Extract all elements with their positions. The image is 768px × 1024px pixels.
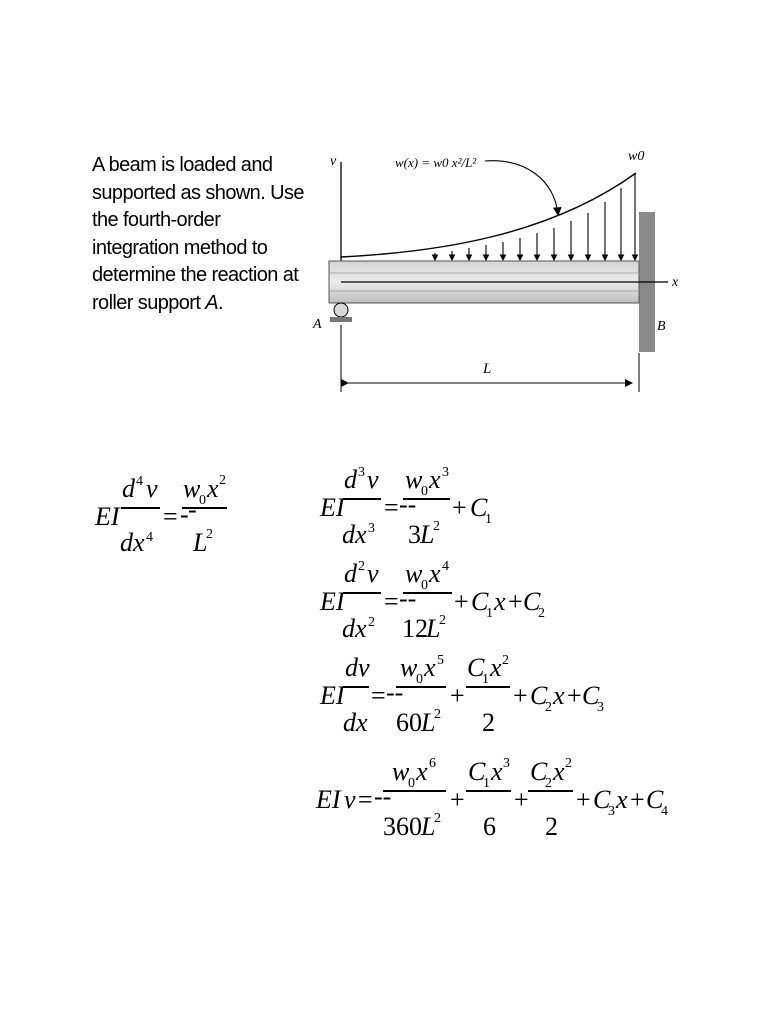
svg-text:C: C	[471, 587, 489, 616]
svg-text:+: +	[576, 785, 591, 814]
svg-text:2: 2	[502, 653, 509, 668]
svg-text:3: 3	[503, 756, 510, 771]
svg-text:x: x	[553, 681, 565, 710]
svg-text:x: x	[490, 653, 502, 682]
svg-text:C: C	[530, 681, 548, 710]
support-a-ref: A	[205, 291, 219, 314]
svg-text:dv: dv	[345, 653, 370, 682]
svg-text:2: 2	[434, 707, 441, 722]
svg-text:C: C	[470, 493, 488, 522]
svg-text:2: 2	[206, 527, 213, 542]
svg-text:2: 2	[434, 811, 441, 826]
svg-text:w: w	[183, 474, 201, 503]
svg-text:EI: EI	[95, 502, 120, 531]
problem-text: A beam is loaded and supported as shown. Use the fourth-order integration method to determine the reaction at roller support A.	[92, 154, 304, 314]
svg-text:C: C	[523, 587, 541, 616]
svg-text:+: +	[454, 587, 469, 616]
svg-text:C: C	[530, 757, 548, 786]
svg-text:+: +	[450, 785, 465, 814]
svg-text:--: --	[399, 490, 417, 519]
svg-text:0: 0	[416, 672, 423, 687]
svg-text:C: C	[646, 785, 664, 814]
svg-text:2: 2	[545, 776, 552, 791]
svg-text:4: 4	[146, 530, 153, 545]
svg-text:=: =	[358, 785, 373, 814]
svg-text:2: 2	[482, 708, 495, 737]
svg-text:-: -	[180, 500, 189, 529]
svg-text:1: 1	[483, 776, 490, 791]
svg-text:L: L	[421, 708, 436, 737]
w0-label: w0	[628, 149, 645, 164]
equation-deflection	[315, 756, 668, 841]
svg-text:+: +	[514, 785, 529, 814]
svg-text:360: 360	[383, 812, 422, 841]
svg-text:3: 3	[358, 465, 365, 480]
svg-text:+: +	[630, 785, 645, 814]
svg-text:3: 3	[368, 521, 375, 536]
svg-text:EI: EI	[320, 681, 345, 710]
svg-text:1: 1	[486, 606, 493, 621]
svg-text:0: 0	[421, 578, 428, 593]
svg-text:C: C	[468, 757, 486, 786]
equation-shear	[319, 465, 492, 549]
svg-text:C: C	[593, 785, 611, 814]
svg-text:d: d	[122, 474, 135, 503]
svg-text:x: x	[416, 757, 428, 786]
svg-text:1: 1	[482, 672, 489, 687]
svg-text:--: --	[399, 584, 417, 613]
svg-text:6: 6	[429, 756, 436, 771]
svg-text:w: w	[405, 559, 423, 588]
load-label: w(x) = w0 x²/L²	[395, 155, 477, 170]
support-b-label: B	[657, 319, 666, 334]
svg-text:C: C	[467, 653, 485, 682]
svg-text:x: x	[616, 785, 628, 814]
svg-text:4: 4	[661, 804, 668, 819]
svg-text:4: 4	[442, 559, 449, 574]
svg-text:3: 3	[442, 465, 449, 480]
svg-text:3: 3	[408, 520, 421, 549]
svg-text:2: 2	[439, 613, 446, 628]
svg-text:+: +	[450, 681, 465, 710]
svg-text:0: 0	[408, 776, 415, 791]
length-label: L	[483, 361, 492, 377]
svg-text:5: 5	[437, 653, 444, 668]
svg-text:v: v	[367, 559, 379, 588]
svg-text:=: =	[371, 681, 386, 710]
svg-text:60: 60	[396, 708, 422, 737]
svg-text:12: 12	[402, 614, 428, 643]
svg-text:L: L	[193, 528, 208, 557]
svg-text:1: 1	[485, 512, 492, 527]
svg-text:4: 4	[136, 474, 143, 489]
svg-text:v: v	[344, 785, 356, 814]
svg-text:w: w	[405, 465, 423, 494]
svg-text:EI: EI	[316, 785, 341, 814]
svg-text:6: 6	[483, 812, 496, 841]
svg-text:2: 2	[565, 756, 572, 771]
svg-text:v: v	[146, 474, 158, 503]
svg-text:--: --	[386, 678, 404, 707]
svg-text:3: 3	[608, 804, 615, 819]
svg-text:=: =	[384, 587, 399, 616]
svg-text:2: 2	[538, 606, 545, 621]
svg-text:dx: dx	[342, 614, 367, 643]
svg-text:x: x	[494, 587, 506, 616]
svg-text:2: 2	[545, 812, 558, 841]
svg-text:dx: dx	[342, 520, 367, 549]
svg-text:C: C	[582, 681, 600, 710]
svg-text:L: L	[426, 614, 441, 643]
svg-text:d: d	[344, 465, 357, 494]
svg-text:x: x	[207, 474, 219, 503]
svg-text:+: +	[513, 681, 528, 710]
svg-text:w: w	[400, 653, 418, 682]
svg-text:+: +	[508, 587, 523, 616]
svg-text:x: x	[424, 653, 436, 682]
svg-text:d: d	[344, 559, 357, 588]
svg-text:x: x	[429, 465, 441, 494]
svg-text:L: L	[421, 812, 436, 841]
equation-slope	[319, 653, 604, 737]
svg-text:x: x	[491, 757, 503, 786]
svg-text:+: +	[567, 681, 582, 710]
v-axis-label: v	[330, 154, 337, 169]
svg-text:w: w	[392, 757, 410, 786]
svg-text:dx: dx	[120, 528, 145, 557]
svg-text:2: 2	[368, 615, 375, 630]
svg-text:dx: dx	[343, 708, 368, 737]
x-axis-label: x	[672, 275, 679, 290]
svg-text:L: L	[420, 520, 435, 549]
svg-text:EI: EI	[320, 493, 345, 522]
svg-text:3: 3	[597, 700, 604, 715]
svg-text:2: 2	[219, 473, 226, 488]
svg-text:EI: EI	[320, 587, 345, 616]
svg-text:-: -	[188, 495, 197, 524]
svg-text:x: x	[429, 559, 441, 588]
svg-text:0: 0	[421, 484, 428, 499]
svg-text:=: =	[163, 502, 178, 531]
svg-text:2: 2	[358, 559, 365, 574]
svg-text:2: 2	[433, 519, 440, 534]
svg-text:v: v	[367, 465, 379, 494]
equation-fourth-order	[94, 473, 227, 557]
equation-moment	[319, 559, 545, 643]
svg-text:2: 2	[545, 700, 552, 715]
svg-text:+: +	[452, 493, 467, 522]
svg-text:=: =	[384, 493, 399, 522]
svg-text:--: --	[374, 782, 392, 811]
svg-text:0: 0	[199, 493, 206, 508]
svg-text:x: x	[553, 757, 565, 786]
support-a-label: A	[313, 317, 322, 332]
